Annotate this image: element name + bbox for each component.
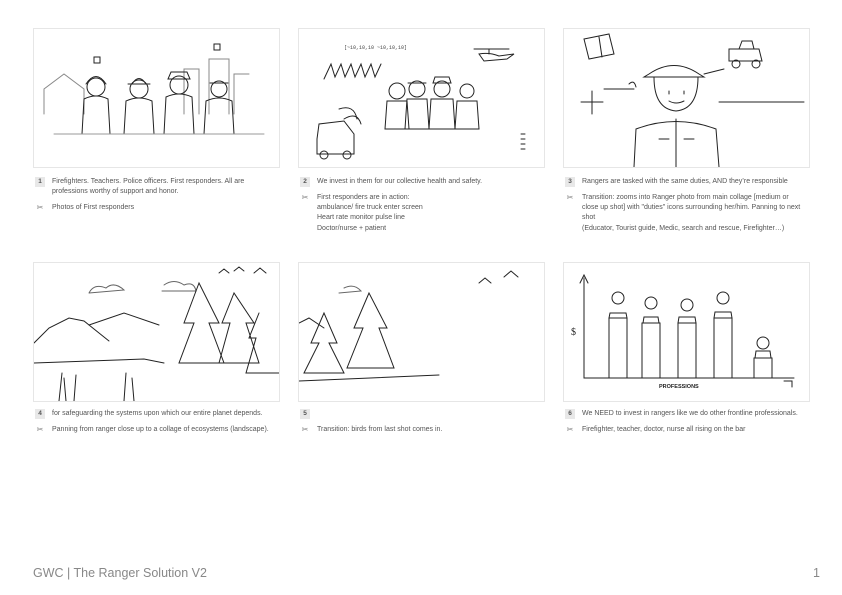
wrench-icon: ✂ — [36, 203, 44, 213]
caption-panel-1 — [35, 177, 273, 219]
panel-direction-note: Firefighter, teacher, doctor, nurse all rising on the bar — [582, 426, 746, 434]
panel-direction-note: Transition: birds from last shot comes in. — [317, 426, 443, 433]
storyboard-frame-6 — [563, 262, 810, 402]
frame-2-sketch-label: [~10,10,10 ~10,10,10] — [344, 45, 408, 51]
wrench-icon: ✂ — [566, 425, 574, 435]
panel-direction-note: Photos of First responders — [52, 204, 135, 212]
frame-6-axis-label: PROFESSIONS — [659, 384, 699, 390]
panel-number-badge: 6 — [565, 409, 575, 419]
panel-direction-note: Panning from ranger close up to a collage of ecosystems (landscape). — [52, 426, 269, 434]
storyboard-frame-5 — [298, 262, 545, 402]
panel-direction-note: First responders are in action: ambulance/ fire truck enter screen Heart rate monitor pulse line Doctor/nurse + patient — [317, 194, 423, 232]
panel-number-badge: 1 — [35, 177, 45, 187]
frame-6-dollar-sign: $ — [571, 327, 576, 338]
storyboard-frame-1 — [33, 28, 280, 168]
document-footer-title: GWC | The Ranger Solution V2 — [33, 566, 207, 580]
wrench-icon: ✂ — [301, 425, 309, 434]
panel-number-badge: 3 — [565, 177, 575, 187]
storyboard-frame-2 — [298, 28, 545, 168]
storyboard-frame-3 — [563, 28, 810, 168]
panel-direction-note: Transition: zooms into Ranger photo from main collage [medium or close up shot] with "duties" icons surrounding her/him. Panning to next shot (Educator, Tourist guide, Medic, search and rescue, Firefighter…) — [582, 194, 801, 232]
caption-panel-2 — [300, 177, 538, 240]
panel-number-badge: 2 — [300, 177, 310, 187]
panel-dialogue: We invest in them for our collective health and safety. — [317, 178, 483, 185]
wrench-icon: ✂ — [301, 193, 309, 203]
page-number: 1 — [813, 566, 820, 580]
wrench-icon: ✂ — [566, 193, 574, 203]
caption-panel-6 — [565, 409, 805, 441]
panel-dialogue: for safeguarding the systems upon which our entire planet depends. — [52, 410, 263, 417]
caption-panel-5 — [300, 409, 538, 441]
panel-number-badge: 4 — [35, 409, 45, 419]
storyboard-frame-4 — [33, 262, 280, 402]
panel-dialogue: We NEED to invest in rangers like we do other frontline professionals. — [582, 410, 798, 417]
panel-dialogue: Rangers are tasked with the same duties, AND they’re responsible — [582, 178, 788, 185]
panel-number-badge: 5 — [300, 409, 310, 419]
wrench-icon: ✂ — [36, 425, 44, 435]
caption-panel-3 — [565, 177, 805, 240]
panel-dialogue: Firefighters. Teachers. Police officers. First responders. All are professions worthy of support and honor. — [52, 178, 245, 196]
caption-panel-4 — [35, 409, 273, 441]
